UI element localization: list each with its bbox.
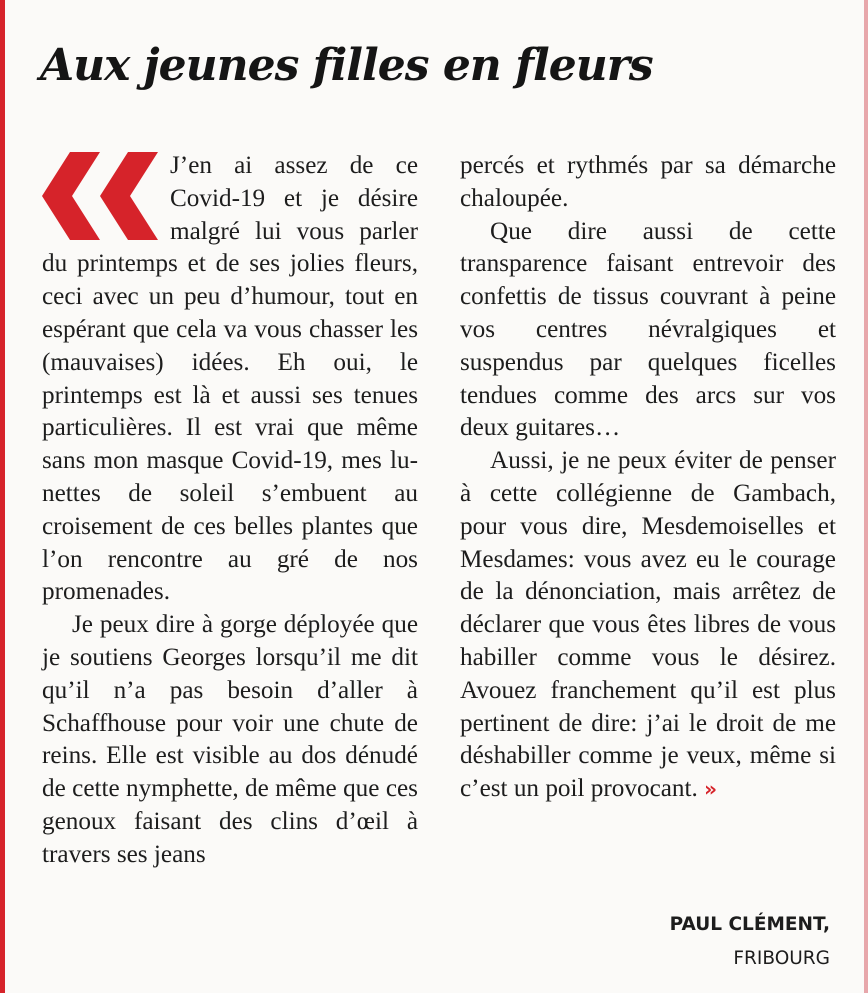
close-quote-icon: » bbox=[704, 777, 718, 802]
paragraph-3: Que dire aussi de cette transparence faisant entrevoir des confettis de tissus couvrant à peine vos centres névralgiques et suspendus par quelques ficelles tendues comme des arcs sur vos deux guitares… bbox=[460, 217, 836, 442]
paragraph-2: Je peux dire à gorge déployée que je soutiens Georges lorsqu’il me dit qu’il n’a pas besoin d’aller à Schaffhouse pour voir une chute de reins. Elle est visible au dos dénudé de cette nymphette, de même que ces genoux faisant des clins d’œil à travers ses jeans bbox=[42, 611, 418, 868]
paragraph-2-continued: percés et rythmés par sa démarche chaloupée. bbox=[460, 152, 836, 212]
author-signature bbox=[670, 908, 830, 976]
paragraph-4: Aussi, je ne peux éviter de penser à cette collégienne de Gambach, pour vous dire, Mesdemoiselles et Mesdames: vous avez eu le courage de la dénonciation, mais arrêtez de déclarer que vous êtes libres de vous habiller comme vous le désirez. Avouez franchement qu’il est plus pertinent de dire: j’ai le droit de me déshabiller comme je veux, même si c’est un poil provocant. bbox=[460, 447, 836, 803]
author-name: PAUL CLÉMENT, bbox=[669, 914, 830, 935]
article-column-right bbox=[460, 150, 836, 806]
paragraph-4-wrap bbox=[460, 445, 836, 806]
article-column-left bbox=[42, 150, 418, 872]
author-city: FRIBOURG bbox=[733, 948, 830, 969]
left-accent-rule bbox=[0, 0, 5, 993]
paragraph-1: J’en ai assez de ce Covid-19 et je désire malgré lui vous parler du printemps et de ses jolies fleurs, ceci avec un peu d’humour, tout en espérant que cela va vous chasser les (mauvaises) idées. Eh oui, le printemps est là et aussi ses tenues particulières. Il est vrai que même sans mon masque Covid-19, mes lunettes de soleil s’embuent au croisement de ces belles plantes que l’on rencontre au gré de nos promenades. bbox=[42, 152, 418, 606]
right-accent-rule bbox=[864, 0, 868, 993]
open-quote-icon bbox=[42, 152, 160, 240]
article-title: Aux jeunes filles en fleurs bbox=[40, 40, 653, 91]
